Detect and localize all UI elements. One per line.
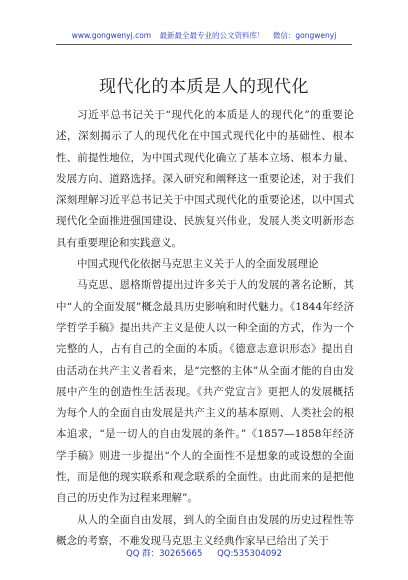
document-title: 现代化的本质是人的现代化 — [99, 77, 309, 97]
header-slogan: 最新最全最专业的公文资料库！ — [159, 31, 265, 40]
page-footer — [0, 547, 408, 559]
document-body — [56, 105, 354, 552]
body-paragraph-marx: 马克思、恩格斯曾提出过许多关于人的发展的著名论断，其中“人的全面发展”概念最具历史影响和时代魅力。《1844年经济学哲学手稿》提出共产主义是使人以一种全面的方式，作为一个完整的人，占有自己的全面的本质。《德意志意识形态》提出自由活动在共产主义者看来，是“完整的主体”从全面才能的自由发展中产生的创造性生活表现。《共产党宣言》更把人的发展概括为每个人的全面自由发展是共产主义的基本原则、人类社会的根本追求，“是一切人的自由发展的条件。”《1857—1858年经济学手稿》则进一步提出“个人的全面性不是想象的或设想的全面性，而是他的现实联系和观念联系的全面性。由此而来的是把他自己的历史作为过程来理解”。 — [56, 279, 354, 505]
body-paragraph-continued: 从人的全面自由发展，到人的全面自由发展的历史过程性等概念的考察，不难发现马克思主义经典作家早已给出了关于 — [56, 513, 354, 547]
header-site-link[interactable]: www.gongwenyj.com — [71, 31, 152, 40]
page-header — [0, 30, 408, 41]
footer-qq-group: QQ 群：30265665 — [126, 549, 203, 559]
footer-qq: QQ:535304092 — [217, 549, 282, 559]
section-heading: 中国式现代化依据马克思主义关于人的全面发展理论 — [77, 258, 319, 271]
body-paragraph-intro: 习近平总书记关于“现代化的本质是人的现代化”的重要论述，深刻揭示了人的现代化在中国式现代化中的基础性、根本性、前提性地位，为中国式现代化确立了基本立场、根本力量、发展方向、道路选择。深入研究和阐释这一重要论述，对于我们深刻理解习近平总书记关于中国式现代化的重要论述，以中国式现代化全面推进强国建设、民族复兴伟业，发展人类文明新形态具有重要理论和实践意义。 — [56, 109, 354, 249]
header-wechat: 微信：gongwenyj — [272, 31, 337, 40]
header-divider — [56, 44, 352, 45]
